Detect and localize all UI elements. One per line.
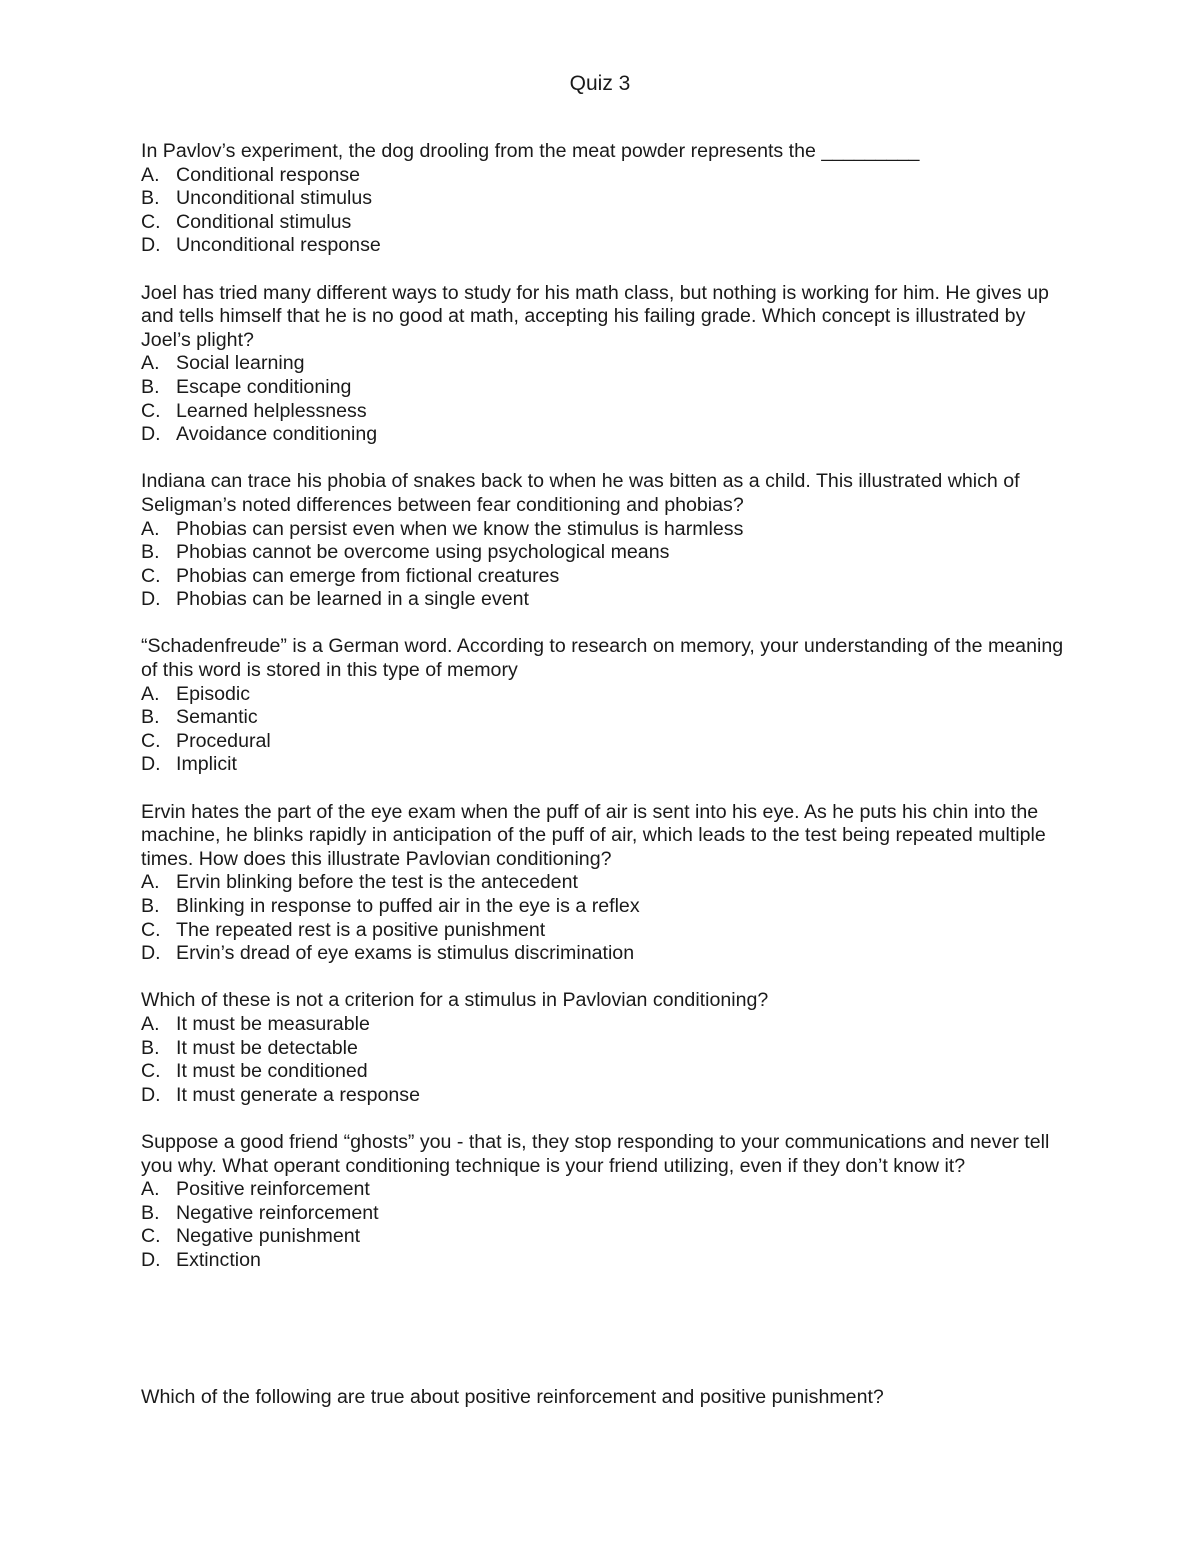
answer-option: [141, 423, 1071, 447]
option-text: Ervin blinking before the test is the antecedent: [176, 871, 578, 894]
option-letter: C.: [141, 210, 161, 233]
question-stem: Ervin hates the part of the eye exam when the puff of air is sent into his eye. As he puts his chin into the machine, he blinks rapidly in anticipation of the puff of air, which leads to the test being repeated multiple times. How does this illustrate Pavlovian conditioning?: [141, 800, 1046, 870]
answer-option: [141, 234, 1071, 258]
answer-option: [141, 1037, 1071, 1061]
answer-options: [141, 871, 1071, 965]
option-text: Unconditional response: [176, 234, 381, 257]
option-letter: C.: [141, 1225, 161, 1248]
question-stem: “Schadenfreude” is a German word. According to research on memory, your understanding of the meaning of this word is stored in this type of memory: [141, 635, 1064, 682]
answer-option: [141, 352, 1071, 376]
answer-option: [141, 1084, 1071, 1108]
option-text: The repeated rest is a positive punishment: [176, 918, 546, 941]
option-text: It must be conditioned: [176, 1060, 368, 1083]
answer-option: [141, 1225, 1071, 1249]
option-text: Social learning: [176, 352, 305, 375]
option-text: It must be detectable: [176, 1036, 358, 1059]
option-letter: D.: [141, 423, 161, 446]
question-stem: Which of these is not a criterion for a stimulus in Pavlovian conditioning?: [141, 989, 769, 1012]
answer-option: [141, 730, 1071, 754]
option-text: Conditional stimulus: [176, 210, 352, 233]
option-text: Phobias can emerge from fictional creatures: [176, 564, 560, 587]
option-text: Phobias can be learned in a single event: [176, 588, 529, 611]
answer-option: [141, 211, 1071, 235]
option-letter: A.: [141, 1178, 160, 1201]
answer-options: [141, 518, 1071, 612]
option-text: Phobias cannot be overcome using psychological means: [176, 541, 670, 564]
option-letter: A.: [141, 163, 160, 186]
answer-option: [141, 376, 1071, 400]
answer-option: [141, 871, 1071, 895]
answer-option: [141, 1060, 1071, 1084]
answer-option: [141, 1202, 1071, 1226]
answer-option: [141, 164, 1071, 188]
answer-options: [141, 352, 1071, 446]
option-letter: B.: [141, 1036, 160, 1059]
option-letter: B.: [141, 375, 160, 398]
question-block: [141, 1131, 1071, 1273]
option-text: Negative punishment: [176, 1225, 361, 1248]
option-letter: D.: [141, 234, 161, 257]
answer-option: [141, 753, 1071, 777]
option-letter: B.: [141, 187, 160, 210]
answer-option: [141, 400, 1071, 424]
question-block: [141, 635, 1071, 777]
option-letter: D.: [141, 588, 161, 611]
question-block: [141, 470, 1071, 612]
answer-option: [141, 588, 1071, 612]
answer-option: [141, 683, 1071, 707]
option-letter: D.: [141, 942, 161, 965]
option-letter: C.: [141, 564, 161, 587]
answer-option: [141, 1178, 1071, 1202]
option-letter: B.: [141, 541, 160, 564]
answer-option: [141, 565, 1071, 589]
option-text: Negative reinforcement: [176, 1201, 379, 1224]
option-letter: C.: [141, 918, 161, 941]
option-letter: C.: [141, 729, 161, 752]
option-text: Phobias can persist even when we know the stimulus is harmless: [176, 517, 744, 540]
answer-option: [141, 1013, 1071, 1037]
answer-option: [141, 895, 1071, 919]
question-block: [141, 282, 1071, 447]
option-letter: B.: [141, 895, 160, 917]
answer-option: [141, 518, 1071, 542]
option-text: Learned helplessness: [176, 399, 367, 422]
option-letter: B.: [141, 1201, 160, 1224]
option-text: Avoidance conditioning: [176, 423, 378, 446]
option-letter: A.: [141, 352, 160, 375]
option-text: Procedural: [176, 729, 271, 752]
option-text: Blinking in response to puffed air in the eye is a reflex: [176, 895, 640, 917]
option-text: Positive reinforcement: [176, 1178, 370, 1201]
option-letter: A.: [141, 682, 160, 705]
option-letter: C.: [141, 399, 161, 422]
question-stem: In Pavlov’s experiment, the dog drooling from the meat powder represents the _________: [141, 140, 920, 162]
answer-options: [141, 683, 1071, 777]
answer-option: [141, 942, 1071, 966]
question-block: [141, 140, 1071, 258]
option-letter: D.: [141, 1083, 161, 1106]
option-text: Implicit: [176, 753, 237, 776]
option-text: Ervin’s dread of eye exams is stimulus discrimination: [176, 942, 635, 965]
answer-option: [141, 541, 1071, 565]
option-text: Conditional response: [176, 163, 361, 186]
option-letter: D.: [141, 753, 161, 776]
final-question-stem: Which of the following are true about positive reinforcement and positive punishment?: [141, 1386, 884, 1408]
option-letter: A.: [141, 517, 160, 540]
option-text: Extinction: [176, 1248, 261, 1271]
option-text: It must be measurable: [176, 1012, 370, 1035]
page-title: Quiz 3: [569, 72, 631, 95]
answer-options: [141, 1013, 1071, 1107]
option-text: Unconditional stimulus: [176, 187, 373, 210]
option-text: Escape conditioning: [176, 375, 352, 398]
option-letter: B.: [141, 706, 160, 729]
answer-option: [141, 706, 1071, 730]
option-text: Episodic: [176, 682, 251, 705]
question-stem: Joel has tried many different ways to study for his math class, but nothing is working for him. He gives up and tells himself that he is no good at math, accepting his failing grade. Which concept is illustrated by Joel’s plight?: [141, 281, 1049, 351]
answer-option: [141, 1249, 1071, 1273]
option-letter: A.: [141, 1012, 160, 1035]
question-list: [141, 140, 1071, 1296]
option-letter: C.: [141, 1060, 161, 1083]
question-block: [141, 989, 1071, 1107]
option-letter: D.: [141, 1248, 161, 1271]
question-stem: Indiana can trace his phobia of snakes back to when he was bitten as a child. This illustrated which of Seligman’s noted differences between fear conditioning and phobias?: [141, 470, 1020, 516]
option-text: It must generate a response: [176, 1083, 420, 1106]
answer-option: [141, 919, 1071, 943]
answer-options: [141, 1178, 1071, 1272]
answer-options: [141, 164, 1071, 258]
question-stem: Suppose a good friend “ghosts” you - that is, they stop responding to your communications and never tell you why. What operant conditioning technique is your friend utilizing, even if they don’t know it?: [141, 1130, 1050, 1177]
option-letter: A.: [141, 871, 160, 894]
answer-option: [141, 187, 1071, 211]
option-text: Semantic: [176, 706, 258, 729]
question-block: [141, 801, 1071, 966]
